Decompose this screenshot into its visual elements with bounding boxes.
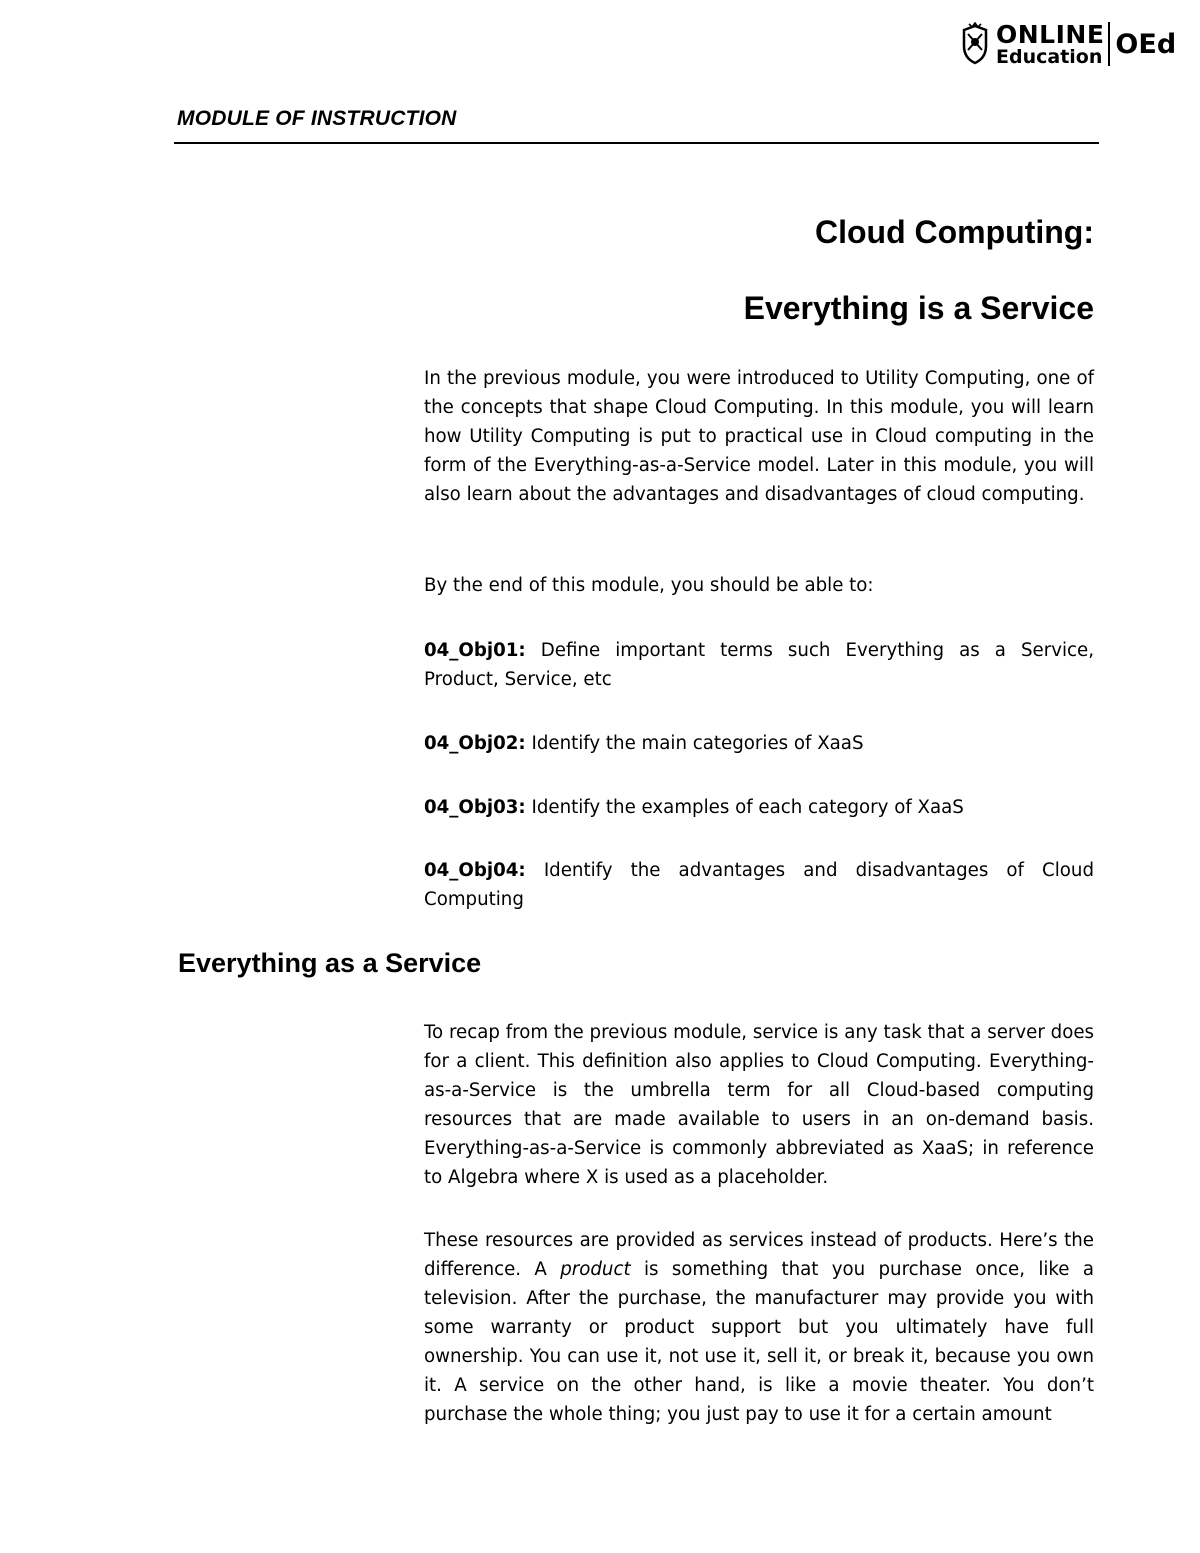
objective-code: 04_Obj04: — [424, 860, 526, 881]
header-divider — [174, 142, 1099, 144]
objective-text: Identify the main categories of XaaS — [525, 733, 864, 754]
paragraph-text: These resources are provided as services instead of products. Here’s the difference. A — [424, 1230, 1094, 1280]
logo-online-text: ONLINE — [996, 19, 1105, 49]
objective-item — [424, 793, 1094, 822]
shield-crest-icon — [960, 22, 990, 66]
objective-item — [424, 856, 1094, 914]
page-title-line1: Cloud Computing: — [814, 214, 1094, 250]
section-paragraph: To recap from the previous module, service is any task that a server does for a client. This definition also applies to Cloud Computing. Everything-as-a-Service is the umbrella term for all Cloud-based computing resources that are made available to users in an on-demand basis. Everything-as-a-Service is commonly abbreviated as XaaS; in reference to Algebra where X is used as a placeholder. — [424, 1022, 1094, 1188]
objective-item — [424, 729, 1094, 758]
objective-code: 04_Obj02: — [424, 733, 526, 754]
objective-code: 04_Obj03: — [424, 797, 526, 818]
objective-code: 04_Obj01: — [424, 640, 526, 661]
logo-divider — [1108, 22, 1110, 66]
page-title-line2: Everything is a Service — [743, 290, 1094, 326]
logo-education-text: Education — [996, 45, 1103, 68]
online-education-logo — [960, 18, 1190, 70]
objective-text: Define important terms such Everything as a Service, Product, Service, etc — [424, 640, 1094, 690]
objective-text: Identify the examples of each category of XaaS — [525, 797, 964, 818]
objective-text: Identify the advantages and disadvantages of Cloud Computing — [424, 860, 1094, 910]
objective-item — [424, 636, 1094, 694]
objectives-lead: By the end of this module, you should be able to: — [424, 575, 874, 596]
emphasis-term: product — [560, 1259, 631, 1280]
section-heading: Everything as a Service — [178, 948, 482, 978]
logo-oed-text: OEd — [1115, 28, 1177, 60]
logo-wordmark — [996, 19, 1105, 68]
module-label: MODULE OF INSTRUCTION — [177, 107, 457, 130]
paragraph-text: is something that you purchase once, like a television. After the purchase, the manufacturer may provide you with some warranty or product support but you ultimately have full ownership. You can use it, not use it, sell it, or break it, because you own it. A service on the other hand, is like a movie theater. You don’t purchase the whole thing; you just pay to use it for a certain amount — [424, 1259, 1094, 1425]
section-paragraph — [424, 1226, 1094, 1429]
intro-paragraph: In the previous module, you were introduced to Utility Computing, one of the concepts that shape Cloud Computing. In this module, you will learn how Utility Computing is put to practical use in Cloud computing in the form of the Everything-as-a-Service model. Later in this module, you will also learn about the advantages and disadvantages of cloud computing. — [424, 368, 1094, 505]
